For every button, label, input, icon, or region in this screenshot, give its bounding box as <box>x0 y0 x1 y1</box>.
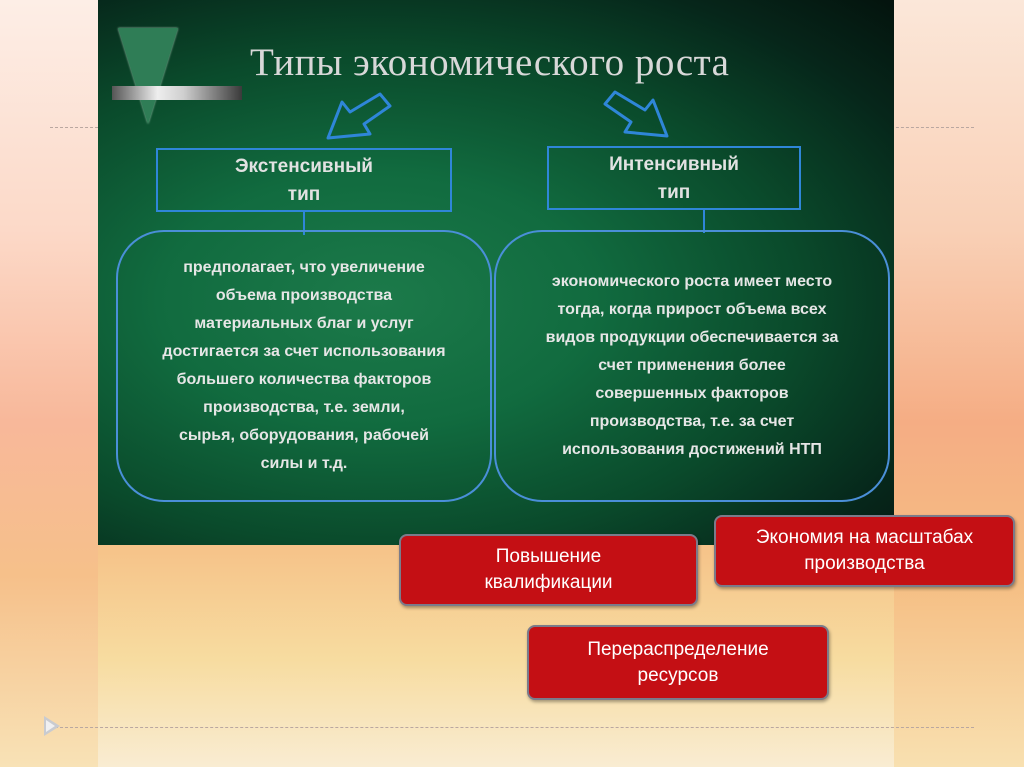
slide-image <box>98 0 894 545</box>
extensive-description <box>162 254 445 478</box>
extensive-desc-line: предполагает, что увеличение <box>183 259 425 276</box>
qualification-box <box>399 534 698 606</box>
left-arrow-icon <box>322 90 392 142</box>
intensive-desc-line: экономического роста имеет место <box>551 273 833 290</box>
intensive-desc-line: тогда, когда прирост объема всех <box>557 301 827 318</box>
extensive-desc-line: достигается за счет использования <box>162 343 446 360</box>
intensive-desc-line: использования достижений НТП <box>562 441 822 458</box>
intensive-desc-line: счет применения более <box>598 357 786 374</box>
gem-triangle-icon <box>118 28 178 124</box>
intensive-description <box>546 268 839 464</box>
intensive-type-line-1: Интенсивный <box>609 154 739 175</box>
economy-scale-line-1: Экономия на масштабах <box>755 527 974 548</box>
extensive-desc-line: сырья, оборудования, рабочей <box>178 427 429 444</box>
economy-scale-box <box>714 515 1015 587</box>
redistribution-line-2: ресурсов <box>637 664 719 686</box>
right-arrow-icon <box>603 88 673 142</box>
intensive-type-line-2: тип <box>657 182 691 203</box>
intensive-desc-line: совершенных факторов <box>595 385 789 402</box>
divider-bottom <box>50 727 974 728</box>
redistribution-line-1: Перераспределение <box>587 638 769 660</box>
qualification-line-2: квалификации <box>484 572 613 593</box>
intensive-description-box <box>494 230 890 502</box>
intensive-type-box <box>547 146 801 210</box>
extensive-type-line-2: тип <box>287 184 321 205</box>
background-left-panel <box>0 0 98 767</box>
extensive-type-line-1: Экстенсивный <box>234 156 373 177</box>
decorative-bar <box>112 86 242 100</box>
economy-scale-line-2: производства <box>804 553 925 574</box>
background-right-panel <box>894 0 1024 767</box>
qualification-line-1: Повышение <box>495 546 602 567</box>
extensive-desc-line: объема производства <box>215 287 393 304</box>
extensive-desc-line: производства, т.е. земли, <box>203 399 405 416</box>
extensive-description-box <box>116 230 492 502</box>
next-slide-arrow-icon[interactable] <box>44 716 60 736</box>
redistribution-box <box>527 625 829 700</box>
extensive-desc-line: большего количества факторов <box>176 371 432 388</box>
intensive-desc-line: производства, т.е. за счет <box>589 413 795 430</box>
extensive-type-box <box>156 148 452 212</box>
extensive-desc-line: материальных благ и услуг <box>194 315 414 332</box>
intensive-desc-line: видов продукции обеспечивается за <box>545 329 839 346</box>
extensive-desc-line: силы и т.д. <box>260 455 348 472</box>
slide-title: Типы экономического роста <box>250 41 730 84</box>
